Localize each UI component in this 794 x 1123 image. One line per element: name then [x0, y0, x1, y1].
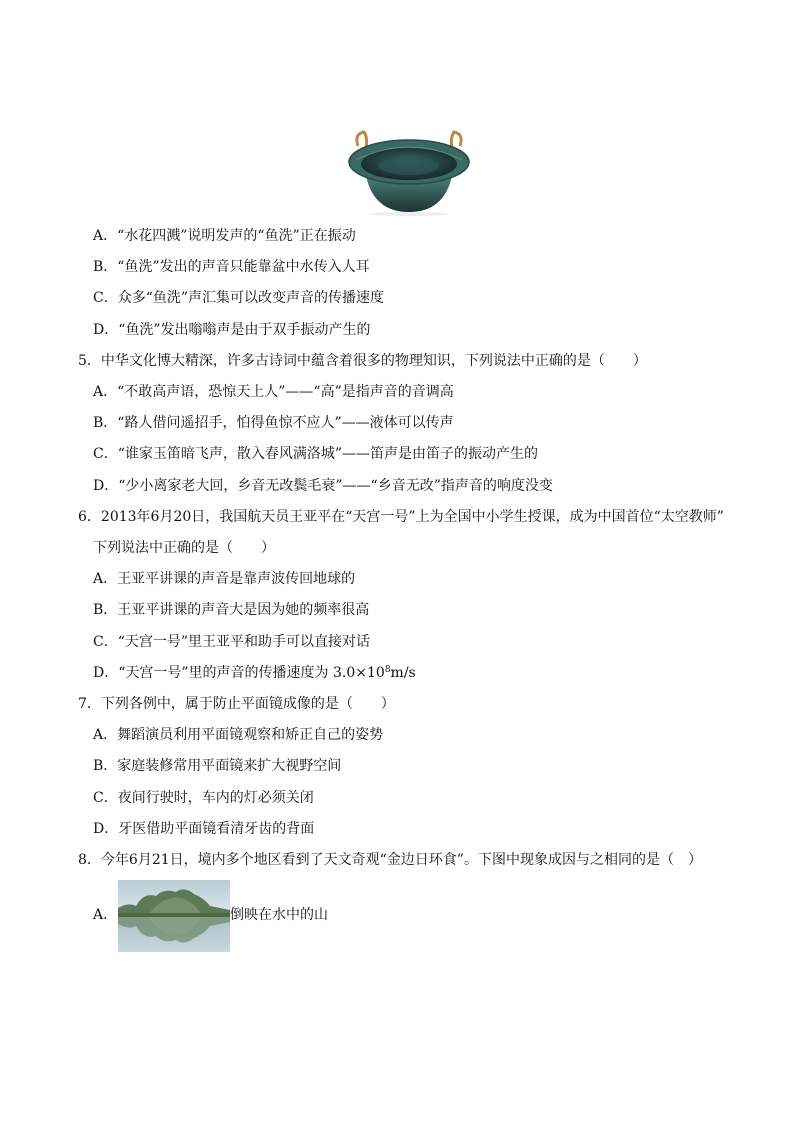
- q5-option-c: C．“谁家玉笛暗飞声，散入春风满洛城”——笛声是由笛子的振动产生的: [93, 446, 539, 462]
- q6-option-d: [93, 664, 416, 682]
- q7-option-b: B．家庭装修常用平面镜来扩大视野空间: [93, 758, 342, 774]
- q5-stem: 5．中华文化博大精深，许多古诗词中蕴含着很多的物理知识，下列说法中正确的是（ ）: [78, 353, 647, 369]
- q6-option-d-unit: m/s: [390, 665, 416, 681]
- q6-option-c: C．“天宫一号”里王亚平和助手可以直接对话: [93, 634, 371, 650]
- q4-option-a: A．“水花四溅”说明发声的“鱼洗”正在振动: [93, 228, 356, 244]
- q6-option-d-exponent: 8: [384, 665, 391, 675]
- q7-option-a: A．舞蹈演员利用平面镜观察和矫正自己的姿势: [93, 727, 384, 743]
- q7-stem: 7．下列各例中，属于防止平面镜成像的是（ ）: [78, 696, 395, 712]
- mountain-reflection-image: [118, 880, 230, 952]
- q7-option-c: C．夜间行驶时，车内的灯必须关闭: [93, 790, 314, 806]
- q4-option-c: C．众多“鱼洗”声汇集可以改变声音的传播速度: [93, 290, 385, 306]
- q8-option-a-caption: 倒映在水中的山: [230, 907, 328, 923]
- bronze-basin-image: [344, 124, 474, 216]
- q6-stem-line2: 下列说法中正确的是（ ）: [93, 540, 275, 556]
- q8-stem: 8．今年6月21日，境内多个地区看到了天文奇观“金边日环食”。下图中现象成因与之相同的是（ ）: [78, 852, 702, 868]
- q5-option-b: B．“路人借问遥招手，怕得鱼惊不应人”——液体可以传声: [93, 415, 454, 431]
- q4-option-d: D．“鱼洗”发出嗡嗡声是由于双手振动产生的: [93, 322, 371, 338]
- q4-option-b: B．“鱼洗”发出的声音只能靠盆中水传入人耳: [93, 259, 370, 275]
- q5-option-a: A．“不敢高声语，恐惊天上人”——“高”是指声音的音调高: [93, 384, 454, 400]
- q8-option-a-label: A．: [93, 907, 118, 923]
- q7-option-d: D．牙医借助平面镜看清牙齿的背面: [93, 821, 315, 837]
- q5-option-d: D．“少小离家老大回，乡音无改鬓毛衰”——“乡音无改”指声音的响度没变: [93, 478, 553, 494]
- q6-option-d-prefix: D．“天宫一号”里的声音的传播速度为 3.0×10: [93, 665, 385, 681]
- q6-stem-line1: 6．2013年6月20日，我国航天员王亚平在“天宫一号”上为全国中小学生授课，成为中国首位“太空教师”: [78, 509, 724, 525]
- q6-option-a: A．王亚平讲课的声音是靠声波传回地球的: [93, 571, 356, 587]
- q6-option-b: B．王亚平讲课的声音大是因为她的频率很高: [93, 602, 370, 618]
